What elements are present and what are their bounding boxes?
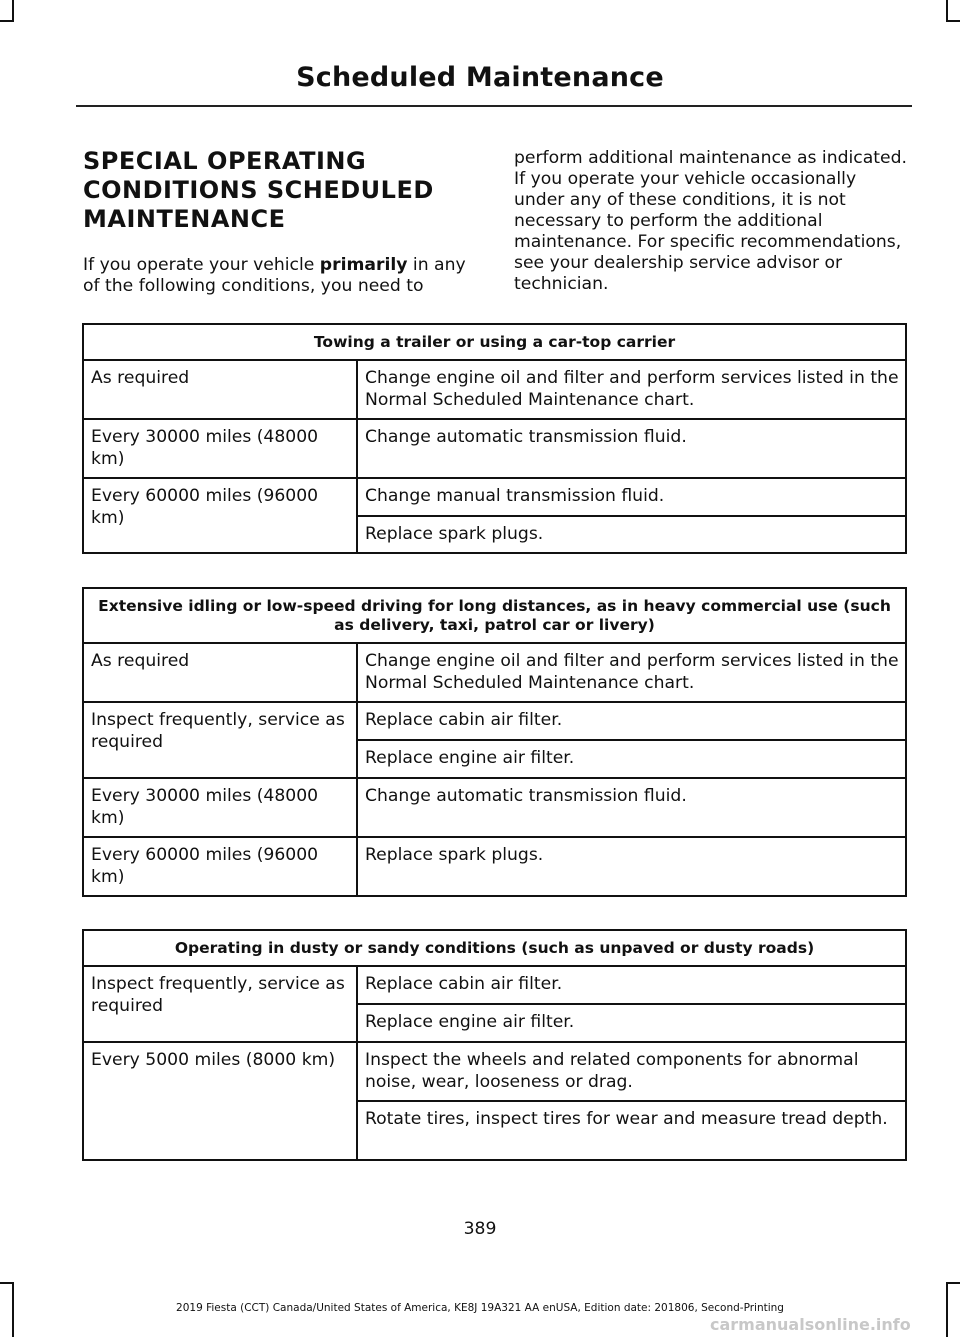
intro-paragraph-start	[83, 255, 478, 297]
table-row	[83, 702, 906, 740]
crop-mark-top-left-horizontal	[0, 20, 14, 22]
table-row	[83, 643, 906, 702]
action-cell: Change automatic transmission fluid.	[357, 778, 906, 837]
interval-cell: Inspect frequently, service as required	[83, 702, 357, 778]
table-title: Towing a trailer or using a car-top carrier	[83, 324, 906, 360]
running-head: Scheduled Maintenance	[296, 62, 664, 93]
table-title: Extensive idling or low-speed driving for long distances, as in heavy commercial use (such as delivery, taxi, patrol car or livery)	[83, 588, 906, 643]
table-row	[83, 360, 906, 419]
table-row	[83, 837, 906, 896]
action-cell: Replace engine air filter.	[357, 740, 906, 778]
action-cell: Change engine oil and filter and perform services listed in the Normal Scheduled Maintenance chart.	[357, 360, 906, 419]
watermark: carmanualsonline.info	[710, 1315, 911, 1334]
intro-text-before: If you operate your vehicle	[83, 255, 320, 275]
header-rule	[76, 105, 912, 107]
idling-maintenance-table	[82, 587, 907, 897]
table-row	[83, 1042, 906, 1101]
interval-cell: Inspect frequently, service as required	[83, 966, 357, 1042]
action-cell: Inspect the wheels and related components for abnormal noise, wear, looseness or drag.	[357, 1042, 906, 1101]
section-title: SPECIAL OPERATING CONDITIONS SCHEDULED MAINTENANCE	[83, 147, 434, 233]
page-number: 389	[463, 1219, 497, 1239]
intro-emphasis: primarily	[319, 255, 408, 275]
interval-cell: As required	[83, 360, 357, 419]
crop-mark-top-left	[12, 0, 14, 22]
table-row	[83, 419, 906, 478]
intro-paragraph-continued: perform additional maintenance as indicated. If you operate your vehicle occasionally under any of these conditions, it is not necessary to perform the additional maintenance. For specific recommendations, see your dealership service advisor or technician.	[514, 148, 907, 294]
dusty-maintenance-table	[82, 929, 907, 1161]
interval-cell: Every 60000 miles (96000 km)	[83, 837, 357, 896]
action-cell: Change automatic transmission fluid.	[357, 419, 906, 478]
table-row	[83, 478, 906, 516]
towing-maintenance-table	[82, 323, 907, 554]
action-cell: Replace spark plugs.	[357, 837, 906, 896]
intro-text-after-part1: in any of the following conditions, you need to	[83, 255, 466, 296]
action-cell: Rotate tires, inspect tires for wear and measure tread depth.	[357, 1101, 906, 1160]
crop-mark-bottom-right-horizontal	[946, 1282, 960, 1284]
interval-cell: Every 30000 miles (48000 km)	[83, 778, 357, 837]
table-row	[83, 966, 906, 1004]
action-cell: Change engine oil and filter and perform services listed in the Normal Scheduled Maintenance chart.	[357, 643, 906, 702]
action-cell: Replace cabin air filter.	[357, 702, 906, 740]
action-cell: Replace cabin air filter.	[357, 966, 906, 1004]
action-cell: Replace engine air filter.	[357, 1004, 906, 1042]
interval-cell: As required	[83, 643, 357, 702]
interval-cell: Every 60000 miles (96000 km)	[83, 478, 357, 553]
table-row	[83, 778, 906, 837]
action-cell: Change manual transmission fluid.	[357, 478, 906, 516]
crop-mark-bottom-left-horizontal	[0, 1282, 14, 1284]
table-title: Operating in dusty or sandy conditions (such as unpaved or dusty roads)	[83, 930, 906, 966]
action-cell: Replace spark plugs.	[357, 516, 906, 553]
crop-mark-top-right	[946, 0, 948, 22]
crop-mark-top-right-horizontal	[946, 20, 960, 22]
edition-footer: 2019 Fiesta (CCT) Canada/United States of America, KE8J 19A321 AA enUSA, Edition date: 201806, Second-Printing	[176, 1302, 784, 1314]
interval-cell: Every 5000 miles (8000 km)	[83, 1042, 357, 1160]
interval-cell: Every 30000 miles (48000 km)	[83, 419, 357, 478]
